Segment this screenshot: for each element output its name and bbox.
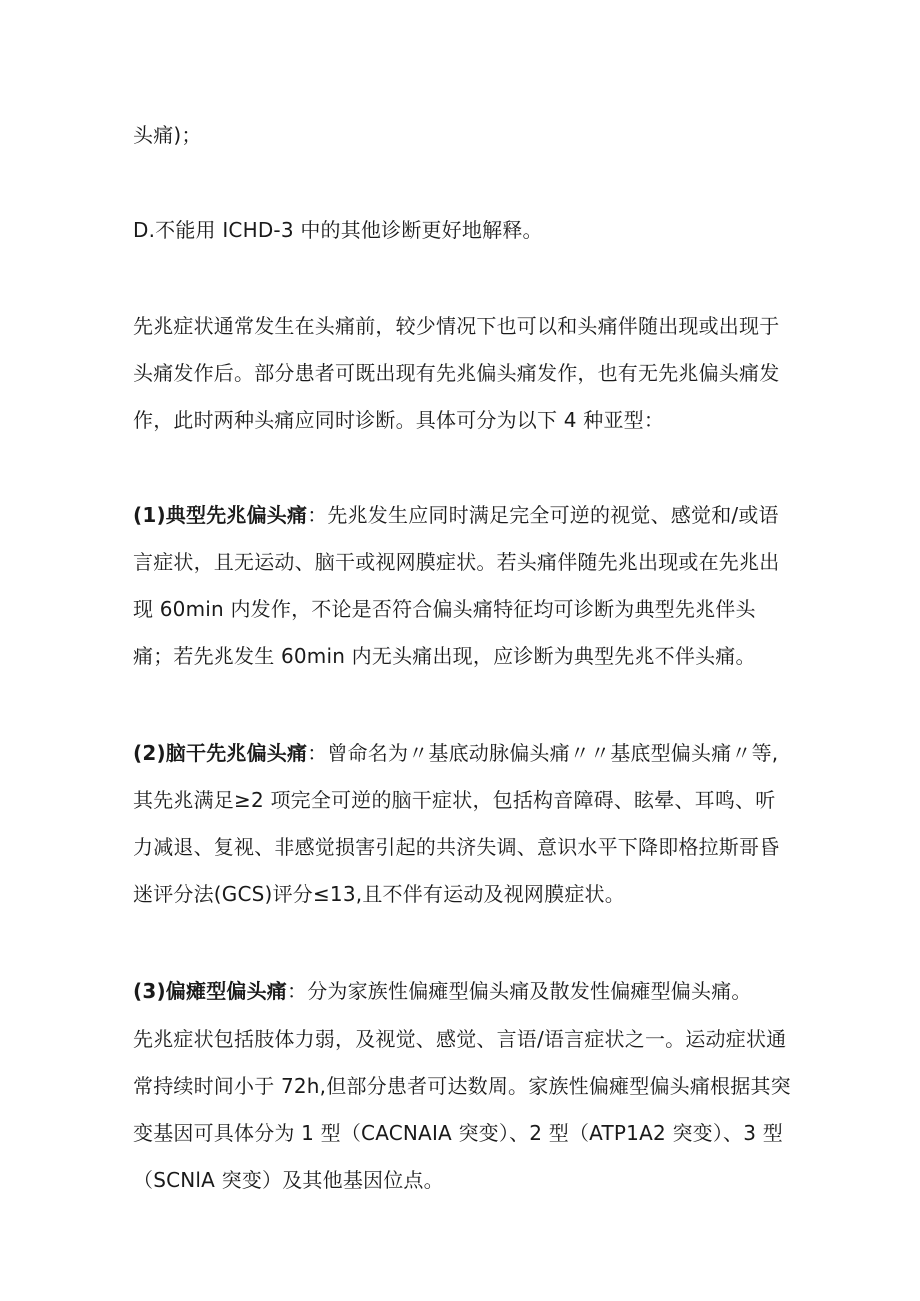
paragraph-text: 头痛)；	[133, 123, 202, 147]
paragraph-typical-aura	[133, 492, 793, 680]
paragraph-brainstem-aura	[133, 730, 793, 918]
paragraph-hemiplegic-detail	[133, 1016, 793, 1204]
subtype-heading: (2)脑干先兆偏头痛	[133, 741, 308, 765]
paragraph-aura-intro	[133, 303, 793, 444]
paragraph-text: 先兆症状包括肢体力弱，及视觉、感觉、言语/语言症状之一。运动症状通常持续时间小于 72h,但部分患者可达数周。家族性偏瘫型偏头痛根据其突变基因可具体分为 1 型（CACNAIA 突变）、2 型（ATP1A2 突变）、3 型（SCNlA 突变）及其他基因位点。	[133, 1027, 791, 1192]
subtype-heading: (1)典型先兆偏头痛	[133, 503, 308, 527]
subtype-heading: (3)偏瘫型偏头痛	[133, 979, 287, 1003]
paragraph-headache-close	[133, 112, 793, 159]
paragraph-hemiplegic	[133, 968, 793, 1015]
paragraph-text: ：曾命名为〃基底动脉偏头痛〃〃基底型偏头痛〃等,其先兆满足≥2 项完全可逆的脑干症状，包括构音障碍、眩晕、耳鸣、听力减退、复视、非感觉损害引起的共济失调、意识水平下降即格拉斯哥昏迷评分法(GCS)评分≤13,且不伴有运动及视网膜症状。	[133, 741, 780, 906]
paragraph-criterion-d	[133, 207, 793, 254]
paragraph-text: D.不能用 ICHD-3 中的其他诊断更好地解释。	[133, 218, 543, 242]
paragraph-text: ：先兆发生应同时满足完全可逆的视觉、感觉和/或语言症状，且无运动、脑干或视网膜症状。若头痛伴随先兆出现或在先兆出现 60min 内发作，不论是否符合偏头痛特征均可诊断为典型先兆伴头痛；若先兆发生 60min 内无头痛出现，应诊断为典型先兆不伴头痛。	[133, 503, 780, 668]
paragraph-text: ：分为家族性偏瘫型偏头痛及散发性偏瘫型偏头痛。	[287, 979, 752, 1003]
paragraph-text: 先兆症状通常发生在头痛前，较少情况下也可以和头痛伴随出现或出现于头痛发作后。部分患者可既出现有先兆偏头痛发作，也有无先兆偏头痛发作，此时两种头痛应同时诊断。具体可分为以下 4 种亚型：	[133, 314, 780, 432]
